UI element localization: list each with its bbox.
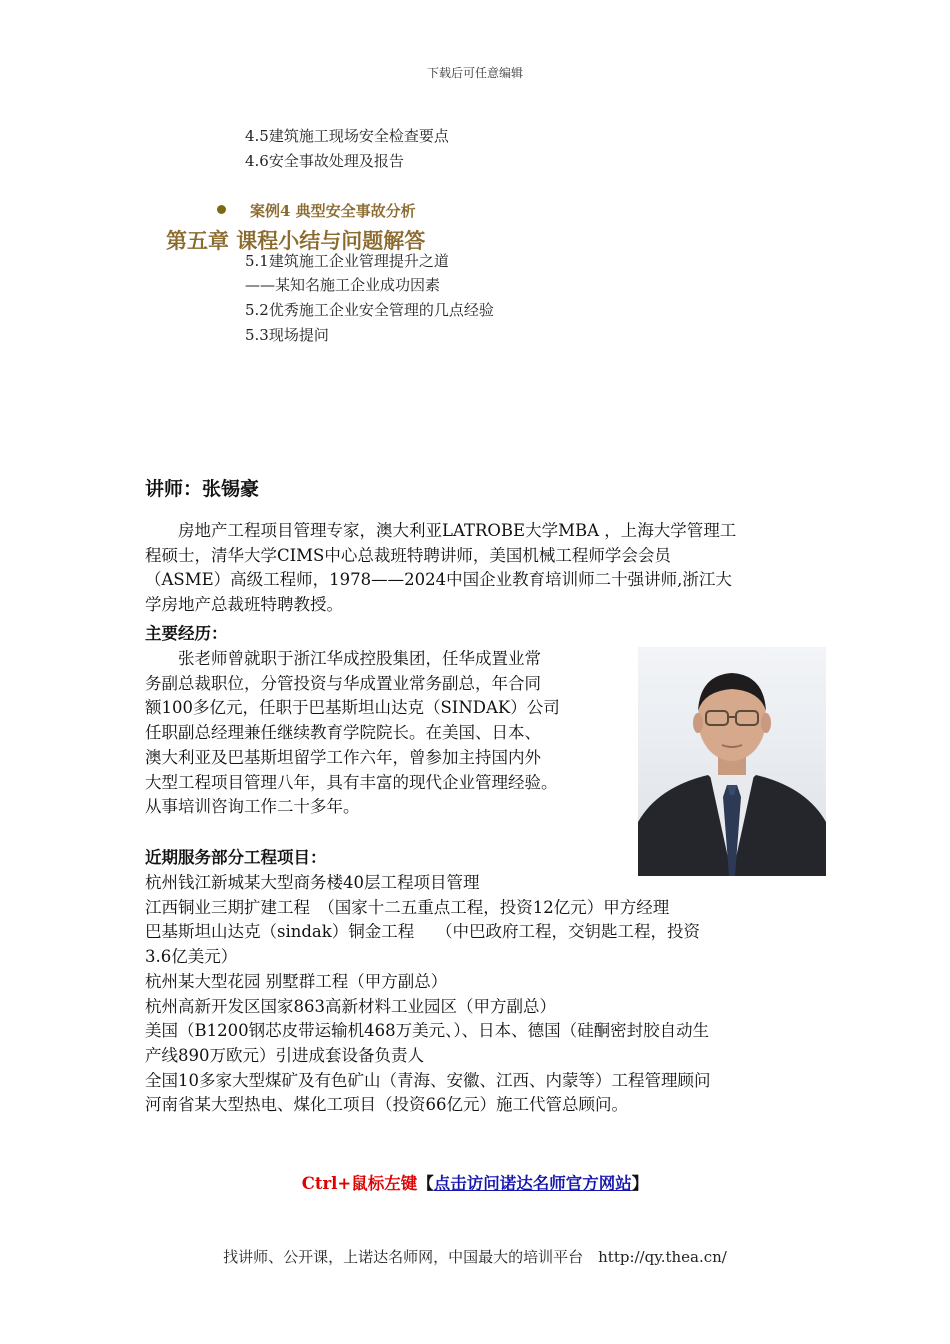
bracket-close: 】 — [631, 1174, 649, 1193]
projects-heading: 近期服务部分工程项目： — [145, 848, 327, 867]
project-line: 美国（B1200钢芯皮带运输机468万美元、）、日本、德国（硅酮密封胶自动生 — [145, 1021, 710, 1041]
experience-line: 从事培训咨询工作二十多年。 — [145, 797, 360, 817]
toc-item: 4.5建筑施工现场安全检查要点 — [245, 127, 449, 145]
project-line: 江西铜业三期扩建工程 （国家十二五重点工程，投资12亿元）甲方经理 — [145, 897, 670, 917]
website-link-row — [0, 1170, 950, 1194]
lecturer-intro — [145, 519, 736, 618]
toc-item: 4.6安全事故处理及报告 — [245, 152, 404, 170]
experience-line: 额100多亿元，任职于巴基斯坦山达克（SINDAK）公司 — [145, 698, 560, 718]
chapter-title: 第五章 课程小结与问题解答 — [166, 228, 426, 253]
toc-item: 5.3现场提问 — [245, 326, 329, 344]
page-footer: 找讲师、公开课，上诺达名师网，中国最大的培训平台 http://qy.thea.cn/ — [223, 1248, 727, 1266]
case-item — [217, 200, 416, 221]
experience-line: 务副总裁职位，分管投资与华成置业常务副总，年合同 — [145, 673, 541, 693]
bullet-icon — [217, 205, 226, 214]
ctrl-click-hint: Ctrl+鼠标左键 — [301, 1174, 418, 1193]
project-line: 全国10多家大型煤矿及有色矿山（青海、安徽、江西、内蒙等）工程管理顾问 — [145, 1070, 711, 1090]
project-line: 产线890万欧元）引进成套设备负责人 — [145, 1045, 424, 1065]
intro-line: 程硕士，清华大学CIMS中心总裁班特聘讲师，美国机械工程师学会会员 — [145, 545, 671, 565]
experience-text — [145, 647, 560, 820]
case-label: 案例4 典型安全事故分析 — [250, 202, 416, 220]
official-website-link[interactable]: 点击访问诺达名师官方网站 — [433, 1174, 632, 1193]
project-line: 河南省某大型热电、煤化工项目（投资66亿元）施工代管总顾问。 — [145, 1095, 628, 1115]
experience-heading: 主要经历： — [145, 624, 228, 643]
toc-item: 5.2优秀施工企业安全管理的几点经验 — [245, 301, 494, 319]
project-line: 杭州高新开发区国家863高新材料工业园区（甲方副总） — [145, 996, 556, 1016]
project-line: 3.6亿美元） — [145, 947, 238, 967]
project-line: 杭州钱江新城某大型商务楼40层工程项目管理 — [145, 873, 480, 892]
bracket-open: 【 — [417, 1174, 434, 1193]
portrait-image — [638, 647, 826, 876]
projects-list — [145, 871, 711, 1118]
experience-line: 澳大利亚及巴基斯坦留学工作六年，曾参加主持国内外 — [145, 747, 541, 767]
lecturer-photo — [638, 647, 826, 876]
project-line: 巴基斯坦山达克（sindak）铜金工程 （中巴政府工程，交钥匙工程，投资 — [145, 922, 701, 942]
toc-item: 5.1建筑施工企业管理提升之道 — [245, 252, 449, 270]
page-header-note: 下载后可任意编辑 — [426, 66, 523, 80]
experience-line: 张老师曾就职于浙江华成控股集团，任华成置业常 — [145, 649, 541, 668]
lecturer-title: 讲师：张锡豪 — [145, 478, 260, 500]
intro-line: 房地产工程项目管理专家，澳大利亚LATROBE大学MBA ，上海大学管理工 — [145, 521, 737, 540]
intro-line: （ASME）高级工程师，1978——2024中国企业教育培训师二十强讲师,浙江大 — [145, 570, 732, 590]
experience-line: 任职副总经理兼任继续教育学院院长。在美国、日本、 — [145, 723, 541, 743]
intro-line: 学房地产总裁班特聘教授。 — [145, 595, 343, 615]
toc-item: ——某知名施工企业成功因素 — [245, 276, 441, 294]
experience-line: 大型工程项目管理八年，具有丰富的现代企业管理经验。 — [145, 772, 558, 792]
project-line: 杭州某大型花园 别墅群工程（甲方副总） — [145, 971, 448, 991]
